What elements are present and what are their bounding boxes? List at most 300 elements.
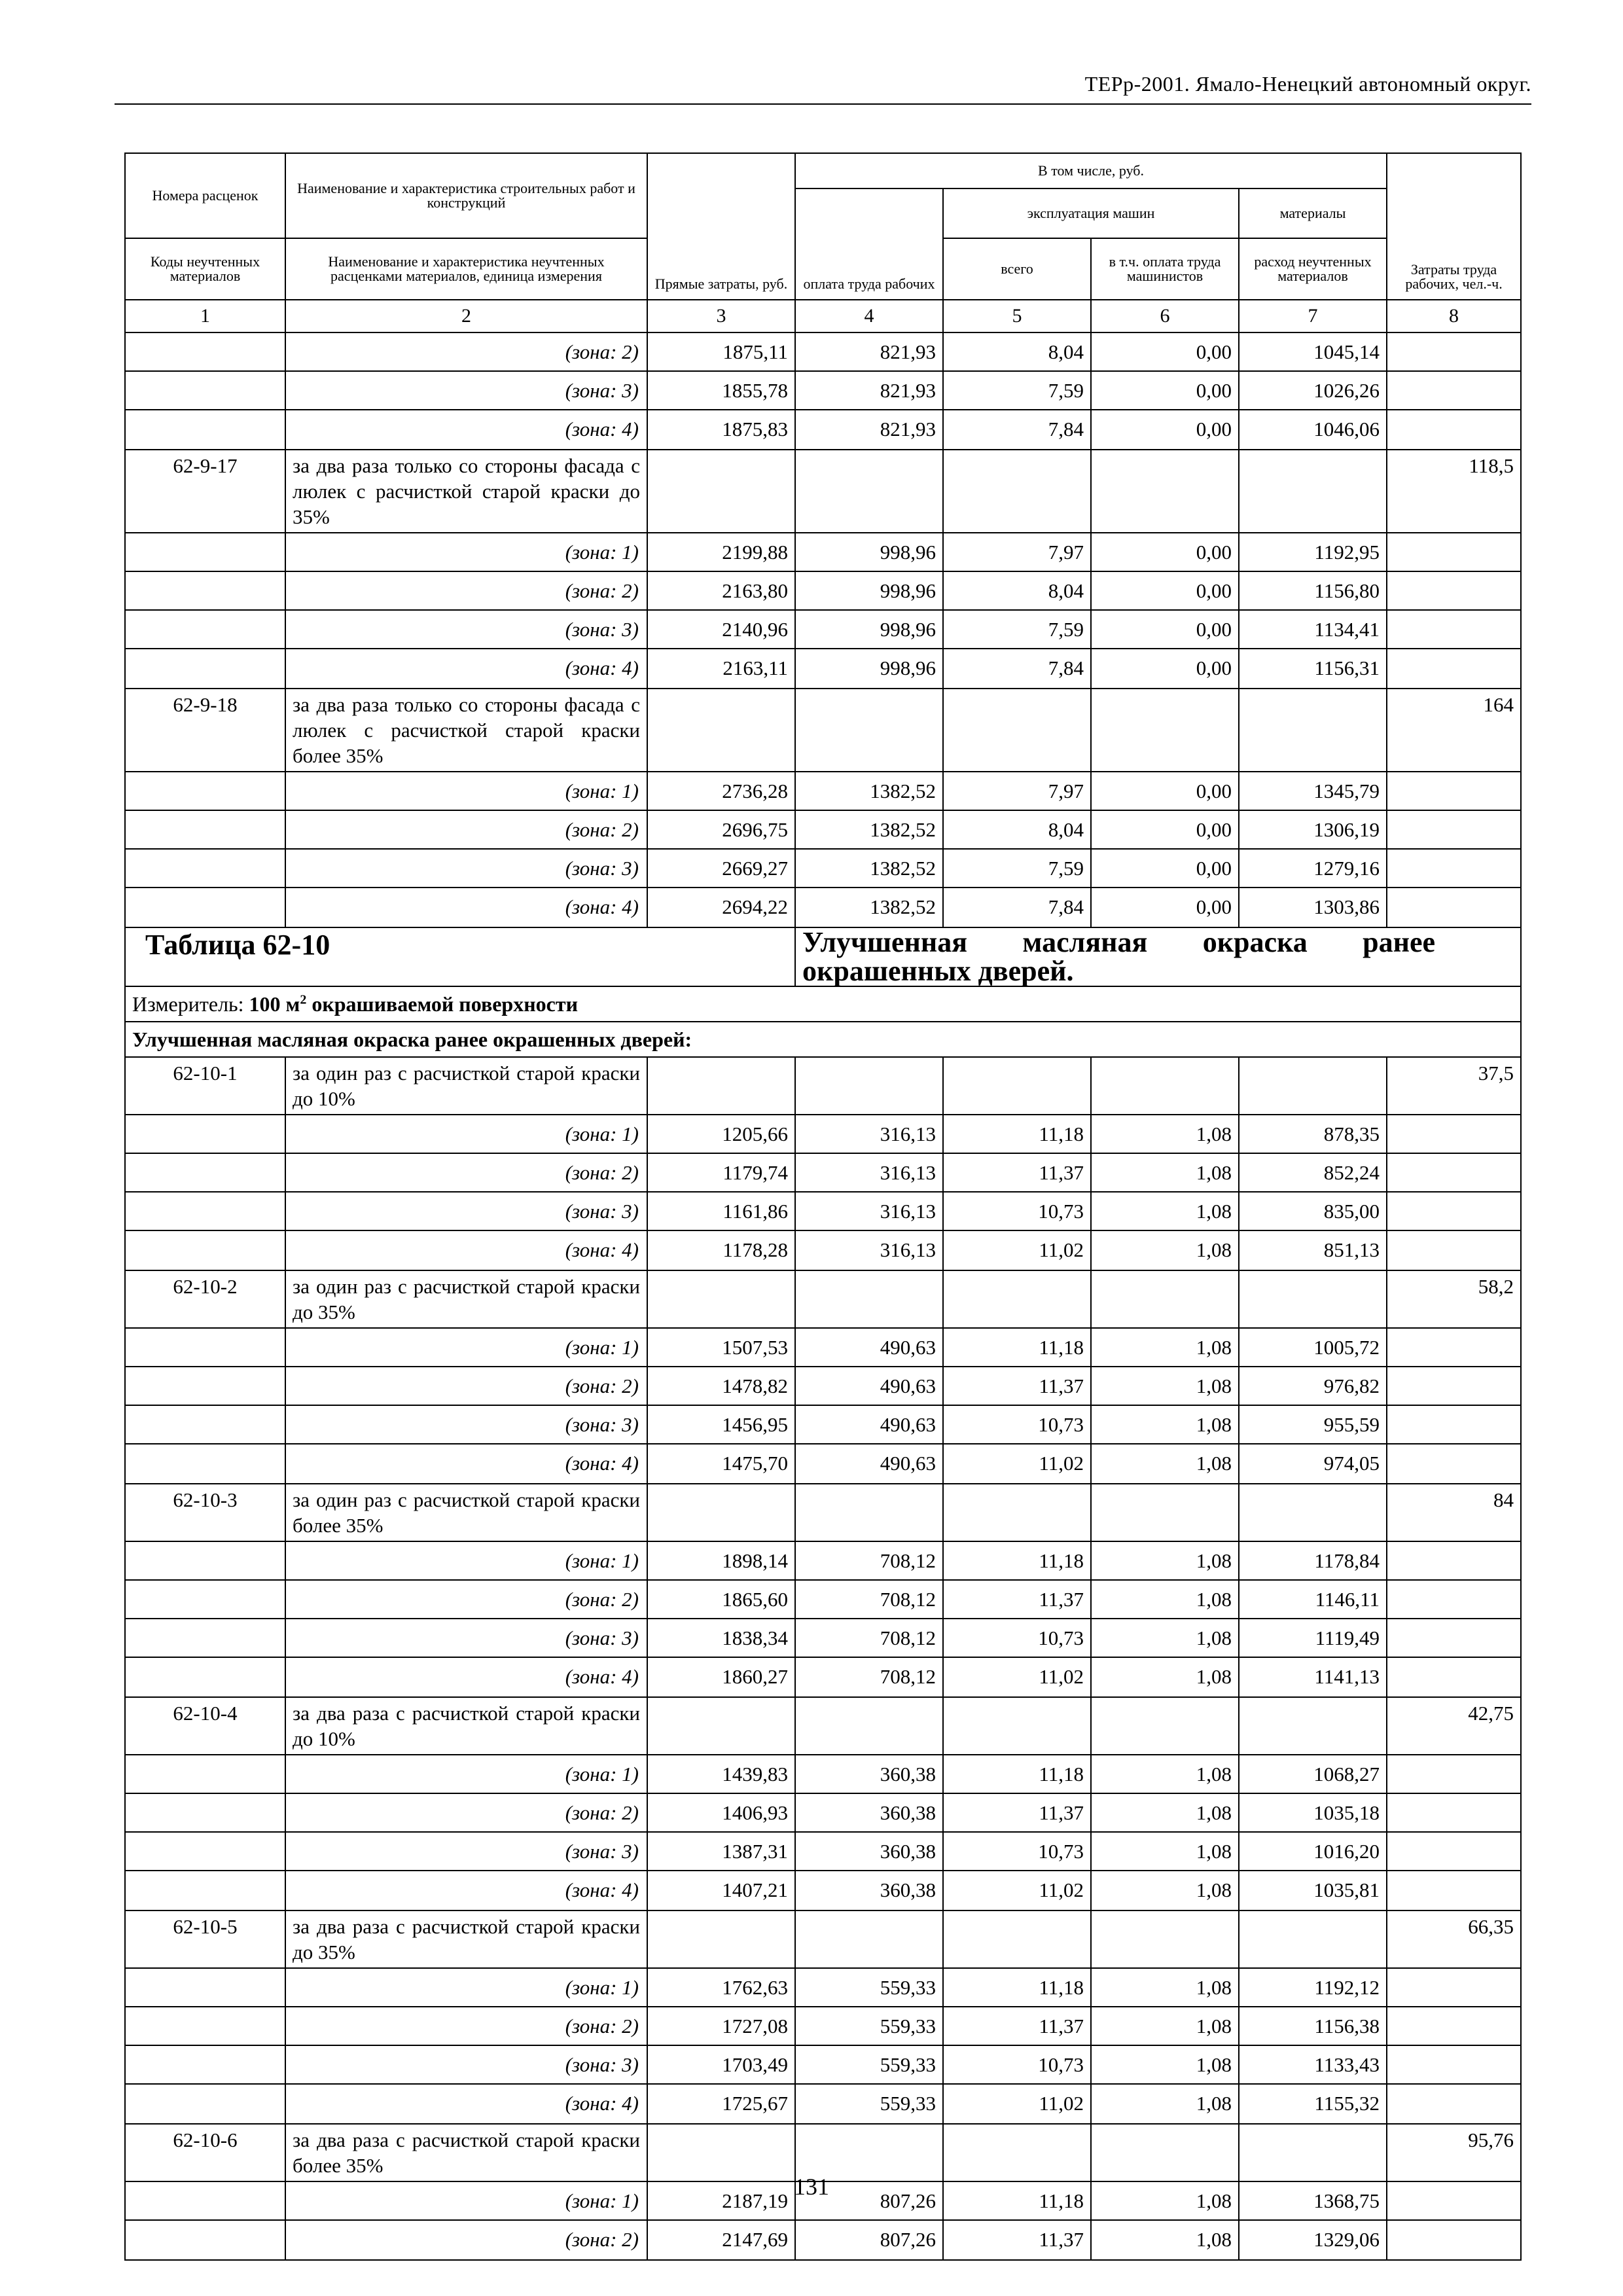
worker-wages: 1382,52 bbox=[795, 772, 943, 810]
machine-cost: 7,59 bbox=[943, 610, 1091, 649]
materials-cost: 1192,12 bbox=[1239, 1968, 1387, 2007]
operator-wages: 1,08 bbox=[1091, 1541, 1239, 1580]
empty-cell bbox=[1387, 1657, 1521, 1697]
direct-cost: 1860,27 bbox=[647, 1657, 795, 1697]
materials-cost: 835,00 bbox=[1239, 1192, 1387, 1230]
zone-label: (зона: 2) bbox=[285, 1580, 647, 1619]
empty-cell bbox=[125, 1230, 285, 1270]
empty-cell bbox=[125, 1192, 285, 1230]
materials-cost: 851,13 bbox=[1239, 1230, 1387, 1270]
rate-title-row bbox=[125, 1697, 1521, 1755]
zone-row bbox=[125, 571, 1521, 610]
worker-wages: 1382,52 bbox=[795, 849, 943, 888]
machine-cost: 10,73 bbox=[943, 1832, 1091, 1871]
header-col2-top: Наименование и характеристика строительных работ и конструкций bbox=[285, 153, 647, 238]
direct-cost: 1703,49 bbox=[647, 2045, 795, 2084]
worker-wages: 708,12 bbox=[795, 1657, 943, 1697]
empty-cell bbox=[647, 1270, 795, 1328]
machine-cost: 8,04 bbox=[943, 332, 1091, 371]
labor-cost: 84 bbox=[1387, 1484, 1521, 1541]
machine-cost: 10,73 bbox=[943, 1405, 1091, 1444]
empty-cell bbox=[1387, 1619, 1521, 1657]
empty-cell bbox=[1239, 450, 1387, 533]
header-col8: Затраты труда рабочих, чел.-ч. bbox=[1387, 153, 1521, 300]
empty-cell bbox=[1239, 1270, 1387, 1328]
empty-cell bbox=[943, 1910, 1091, 1968]
operator-wages: 0,00 bbox=[1091, 371, 1239, 410]
meter-line bbox=[125, 986, 1521, 1022]
meter-suffix: окрашиваемой поверхности bbox=[312, 992, 579, 1016]
operator-wages: 1,08 bbox=[1091, 1367, 1239, 1405]
header-col2-bottom: Наименование и характеристика неучтенных расценками материалов, единица измерения bbox=[285, 238, 647, 300]
operator-wages: 0,00 bbox=[1091, 649, 1239, 689]
zone-label: (зона: 4) bbox=[285, 1657, 647, 1697]
column-number: 1 bbox=[125, 300, 285, 332]
zone-label: (зона: 2) bbox=[285, 332, 647, 371]
machine-cost: 11,37 bbox=[943, 1367, 1091, 1405]
worker-wages: 316,13 bbox=[795, 1230, 943, 1270]
zone-row bbox=[125, 1871, 1521, 1910]
zone-label: (зона: 2) bbox=[285, 2007, 647, 2045]
zone-label: (зона: 2) bbox=[285, 2220, 647, 2260]
direct-cost: 1475,70 bbox=[647, 1444, 795, 1484]
empty-cell bbox=[125, 1871, 285, 1910]
zone-label: (зона: 1) bbox=[285, 2181, 647, 2220]
empty-cell bbox=[647, 1697, 795, 1755]
zone-label: (зона: 3) bbox=[285, 1405, 647, 1444]
materials-cost: 1306,19 bbox=[1239, 810, 1387, 849]
meter-unit-power: 2 bbox=[300, 992, 307, 1007]
empty-cell bbox=[1239, 1697, 1387, 1755]
rate-title-row bbox=[125, 1270, 1521, 1328]
empty-cell bbox=[1387, 571, 1521, 610]
operator-wages: 1,08 bbox=[1091, 2084, 1239, 2124]
zone-row bbox=[125, 1192, 1521, 1230]
machine-cost: 11,02 bbox=[943, 1444, 1091, 1484]
zone-label: (зона: 4) bbox=[285, 649, 647, 689]
zone-label: (зона: 2) bbox=[285, 571, 647, 610]
machine-cost: 11,02 bbox=[943, 1657, 1091, 1697]
table-62-10-heading bbox=[125, 927, 1521, 1057]
direct-cost: 1875,11 bbox=[647, 332, 795, 371]
materials-cost: 1016,20 bbox=[1239, 1832, 1387, 1871]
header-machines: эксплуатация машин bbox=[943, 188, 1239, 238]
empty-cell bbox=[1387, 1793, 1521, 1832]
empty-cell bbox=[795, 1057, 943, 1115]
empty-cell bbox=[1387, 2045, 1521, 2084]
zone-row bbox=[125, 849, 1521, 888]
rate-description: за два раза с расчисткой старой краски до 10% bbox=[285, 1697, 647, 1755]
empty-cell bbox=[943, 1270, 1091, 1328]
empty-cell bbox=[125, 2220, 285, 2260]
zone-label: (зона: 4) bbox=[285, 1871, 647, 1910]
operator-wages: 1,08 bbox=[1091, 1619, 1239, 1657]
empty-cell bbox=[1387, 1968, 1521, 2007]
header-col6: в т.ч. оплата труда машинистов bbox=[1091, 238, 1239, 300]
direct-cost: 1507,53 bbox=[647, 1328, 795, 1367]
machine-cost: 11,02 bbox=[943, 1230, 1091, 1270]
machine-cost: 7,97 bbox=[943, 772, 1091, 810]
worker-wages: 821,93 bbox=[795, 410, 943, 450]
machine-cost: 11,18 bbox=[943, 1755, 1091, 1793]
column-number: 2 bbox=[285, 300, 647, 332]
empty-cell bbox=[1387, 332, 1521, 371]
zone-label: (зона: 4) bbox=[285, 1444, 647, 1484]
header-materials: материалы bbox=[1239, 188, 1387, 238]
zone-row bbox=[125, 1153, 1521, 1192]
worker-wages: 708,12 bbox=[795, 1541, 943, 1580]
machine-cost: 7,59 bbox=[943, 371, 1091, 410]
empty-cell bbox=[1387, 772, 1521, 810]
empty-cell bbox=[1387, 1832, 1521, 1871]
worker-wages: 559,33 bbox=[795, 2007, 943, 2045]
zone-label: (зона: 3) bbox=[285, 1832, 647, 1871]
materials-cost: 1119,49 bbox=[1239, 1619, 1387, 1657]
meter-value: 100 м bbox=[249, 992, 300, 1016]
rate-code: 62-10-5 bbox=[125, 1910, 285, 1968]
zone-row bbox=[125, 533, 1521, 571]
empty-cell bbox=[647, 1057, 795, 1115]
empty-cell bbox=[943, 1484, 1091, 1541]
zone-row bbox=[125, 2007, 1521, 2045]
worker-wages: 490,63 bbox=[795, 1444, 943, 1484]
worker-wages: 1382,52 bbox=[795, 810, 943, 849]
direct-cost: 1179,74 bbox=[647, 1153, 795, 1192]
direct-cost: 1762,63 bbox=[647, 1968, 795, 2007]
empty-cell bbox=[1387, 2007, 1521, 2045]
empty-cell bbox=[125, 1580, 285, 1619]
materials-cost: 1156,31 bbox=[1239, 649, 1387, 689]
labor-cost: 118,5 bbox=[1387, 450, 1521, 533]
direct-cost: 1838,34 bbox=[647, 1619, 795, 1657]
zone-label: (зона: 1) bbox=[285, 1541, 647, 1580]
materials-cost: 1026,26 bbox=[1239, 371, 1387, 410]
rate-code: 62-10-4 bbox=[125, 1697, 285, 1755]
operator-wages: 1,08 bbox=[1091, 1871, 1239, 1910]
zone-row bbox=[125, 1367, 1521, 1405]
machine-cost: 11,18 bbox=[943, 1541, 1091, 1580]
meter-prefix: Измеритель: bbox=[132, 992, 244, 1016]
direct-cost: 2140,96 bbox=[647, 610, 795, 649]
direct-cost: 2147,69 bbox=[647, 2220, 795, 2260]
empty-cell bbox=[795, 1697, 943, 1755]
empty-cell bbox=[1239, 1484, 1387, 1541]
worker-wages: 360,38 bbox=[795, 1793, 943, 1832]
rate-title-row bbox=[125, 1484, 1521, 1541]
machine-cost: 8,04 bbox=[943, 571, 1091, 610]
operator-wages: 0,00 bbox=[1091, 571, 1239, 610]
empty-cell bbox=[1091, 1270, 1239, 1328]
labor-cost: 164 bbox=[1387, 689, 1521, 772]
empty-cell bbox=[125, 2084, 285, 2124]
zone-label: (зона: 3) bbox=[285, 1619, 647, 1657]
zone-row bbox=[125, 371, 1521, 410]
rate-code: 62-10-6 bbox=[125, 2124, 285, 2181]
zone-label: (зона: 4) bbox=[285, 410, 647, 450]
zone-row bbox=[125, 2045, 1521, 2084]
direct-cost: 1178,28 bbox=[647, 1230, 795, 1270]
rate-code: 62-9-17 bbox=[125, 450, 285, 533]
machine-cost: 11,37 bbox=[943, 1793, 1091, 1832]
empty-cell bbox=[1091, 450, 1239, 533]
zone-row bbox=[125, 332, 1521, 371]
rate-description: за два раза только со стороны фасада с люлек с расчисткой старой краски более 35% bbox=[285, 689, 647, 772]
materials-cost: 1155,32 bbox=[1239, 2084, 1387, 2124]
empty-cell bbox=[125, 1619, 285, 1657]
empty-cell bbox=[1091, 1484, 1239, 1541]
header-including: В том числе, руб. bbox=[795, 153, 1387, 188]
empty-cell bbox=[125, 533, 285, 571]
materials-cost: 1045,14 bbox=[1239, 332, 1387, 371]
direct-cost: 2669,27 bbox=[647, 849, 795, 888]
empty-cell bbox=[1387, 1153, 1521, 1192]
operator-wages: 0,00 bbox=[1091, 533, 1239, 571]
direct-cost: 1855,78 bbox=[647, 371, 795, 410]
rate-description: за два раза с расчисткой старой краски более 35% bbox=[285, 2124, 647, 2181]
zone-label: (зона: 3) bbox=[285, 610, 647, 649]
machine-cost: 11,18 bbox=[943, 1968, 1091, 2007]
header-col7: расход неучтенных материалов bbox=[1239, 238, 1387, 300]
worker-wages: 490,63 bbox=[795, 1367, 943, 1405]
empty-cell bbox=[795, 1270, 943, 1328]
operator-wages: 1,08 bbox=[1091, 1328, 1239, 1367]
worker-wages: 360,38 bbox=[795, 1832, 943, 1871]
direct-cost: 1406,93 bbox=[647, 1793, 795, 1832]
empty-cell bbox=[1091, 689, 1239, 772]
column-number: 5 bbox=[943, 300, 1091, 332]
direct-cost: 1865,60 bbox=[647, 1580, 795, 1619]
empty-cell bbox=[1239, 1057, 1387, 1115]
materials-cost: 1005,72 bbox=[1239, 1328, 1387, 1367]
empty-cell bbox=[125, 810, 285, 849]
materials-cost: 1046,06 bbox=[1239, 410, 1387, 450]
labor-cost: 42,75 bbox=[1387, 1697, 1521, 1755]
zone-row bbox=[125, 649, 1521, 689]
labor-cost: 95,76 bbox=[1387, 2124, 1521, 2181]
empty-cell bbox=[943, 689, 1091, 772]
rate-description: за два раза только со стороны фасада с люлек с расчисткой старой краски до 35% bbox=[285, 450, 647, 533]
rate-description: за один раз с расчисткой старой краски до 10% bbox=[285, 1057, 647, 1115]
materials-cost: 1178,84 bbox=[1239, 1541, 1387, 1580]
empty-cell bbox=[1387, 610, 1521, 649]
empty-cell bbox=[1387, 371, 1521, 410]
worker-wages: 490,63 bbox=[795, 1405, 943, 1444]
worker-wages: 316,13 bbox=[795, 1115, 943, 1153]
materials-cost: 955,59 bbox=[1239, 1405, 1387, 1444]
materials-cost: 976,82 bbox=[1239, 1367, 1387, 1405]
direct-cost: 2187,19 bbox=[647, 2181, 795, 2220]
worker-wages: 998,96 bbox=[795, 610, 943, 649]
empty-cell bbox=[1239, 1910, 1387, 1968]
header-col5: всего bbox=[943, 238, 1091, 300]
column-number: 3 bbox=[647, 300, 795, 332]
machine-cost: 10,73 bbox=[943, 1192, 1091, 1230]
machine-cost: 11,18 bbox=[943, 1115, 1091, 1153]
empty-cell bbox=[647, 1910, 795, 1968]
column-number: 6 bbox=[1091, 300, 1239, 332]
machine-cost: 10,73 bbox=[943, 1619, 1091, 1657]
zone-label: (зона: 1) bbox=[285, 1968, 647, 2007]
materials-cost: 1035,81 bbox=[1239, 1871, 1387, 1910]
worker-wages: 316,13 bbox=[795, 1153, 943, 1192]
operator-wages: 1,08 bbox=[1091, 1192, 1239, 1230]
empty-cell bbox=[125, 1444, 285, 1484]
empty-cell bbox=[1387, 1328, 1521, 1367]
worker-wages: 559,33 bbox=[795, 2084, 943, 2124]
empty-cell bbox=[1387, 533, 1521, 571]
materials-cost: 1192,95 bbox=[1239, 533, 1387, 571]
zone-label: (зона: 4) bbox=[285, 1230, 647, 1270]
machine-cost: 11,37 bbox=[943, 1153, 1091, 1192]
empty-cell bbox=[125, 571, 285, 610]
operator-wages: 1,08 bbox=[1091, 1968, 1239, 2007]
empty-cell bbox=[1387, 1230, 1521, 1270]
direct-cost: 1875,83 bbox=[647, 410, 795, 450]
zone-row bbox=[125, 1541, 1521, 1580]
table-title: Улучшенная масляная окраска ранее окрашенных дверей. bbox=[795, 927, 1521, 986]
machine-cost: 7,84 bbox=[943, 888, 1091, 927]
empty-cell bbox=[795, 450, 943, 533]
direct-cost: 1205,66 bbox=[647, 1115, 795, 1153]
worker-wages: 360,38 bbox=[795, 1871, 943, 1910]
zone-label: (зона: 4) bbox=[285, 888, 647, 927]
empty-cell bbox=[1387, 888, 1521, 927]
column-number: 7 bbox=[1239, 300, 1387, 332]
empty-cell bbox=[125, 2007, 285, 2045]
operator-wages: 1,08 bbox=[1091, 1832, 1239, 1871]
zone-label: (зона: 1) bbox=[285, 1328, 647, 1367]
worker-wages: 708,12 bbox=[795, 1580, 943, 1619]
zone-row bbox=[125, 610, 1521, 649]
empty-cell bbox=[1239, 689, 1387, 772]
operator-wages: 0,00 bbox=[1091, 610, 1239, 649]
operator-wages: 1,08 bbox=[1091, 2220, 1239, 2260]
materials-cost: 1156,38 bbox=[1239, 2007, 1387, 2045]
column-number: 8 bbox=[1387, 300, 1521, 332]
zone-label: (зона: 3) bbox=[285, 371, 647, 410]
materials-cost: 1134,41 bbox=[1239, 610, 1387, 649]
machine-cost: 7,84 bbox=[943, 649, 1091, 689]
zone-row bbox=[125, 810, 1521, 849]
operator-wages: 0,00 bbox=[1091, 888, 1239, 927]
empty-cell bbox=[1387, 1755, 1521, 1793]
empty-cell bbox=[1387, 2220, 1521, 2260]
rate-code: 62-10-2 bbox=[125, 1270, 285, 1328]
operator-wages: 1,08 bbox=[1091, 1793, 1239, 1832]
direct-cost: 2163,11 bbox=[647, 649, 795, 689]
table-body-62-9 bbox=[125, 332, 1521, 927]
zone-row bbox=[125, 1619, 1521, 1657]
operator-wages: 1,08 bbox=[1091, 2007, 1239, 2045]
empty-cell bbox=[1387, 1367, 1521, 1405]
direct-cost: 2736,28 bbox=[647, 772, 795, 810]
direct-cost: 2694,22 bbox=[647, 888, 795, 927]
zone-label: (зона: 2) bbox=[285, 1153, 647, 1192]
direct-cost: 1387,31 bbox=[647, 1832, 795, 1871]
empty-cell bbox=[125, 1832, 285, 1871]
materials-cost: 1279,16 bbox=[1239, 849, 1387, 888]
rate-description: за один раз с расчисткой старой краски до 35% bbox=[285, 1270, 647, 1328]
worker-wages: 708,12 bbox=[795, 1619, 943, 1657]
labor-cost: 66,35 bbox=[1387, 1910, 1521, 1968]
machine-cost: 11,37 bbox=[943, 1580, 1091, 1619]
rate-title-row bbox=[125, 450, 1521, 533]
direct-cost: 1456,95 bbox=[647, 1405, 795, 1444]
worker-wages: 807,26 bbox=[795, 2181, 943, 2220]
operator-wages: 1,08 bbox=[1091, 1115, 1239, 1153]
zone-label: (зона: 1) bbox=[285, 1755, 647, 1793]
empty-cell bbox=[125, 1541, 285, 1580]
rate-code: 62-10-3 bbox=[125, 1484, 285, 1541]
materials-cost: 974,05 bbox=[1239, 1444, 1387, 1484]
zone-row bbox=[125, 1580, 1521, 1619]
machine-cost: 11,02 bbox=[943, 2084, 1091, 2124]
zone-label: (зона: 1) bbox=[285, 1115, 647, 1153]
zone-row bbox=[125, 772, 1521, 810]
zone-label: (зона: 4) bbox=[285, 2084, 647, 2124]
rate-title-row bbox=[125, 1057, 1521, 1115]
direct-cost: 1725,67 bbox=[647, 2084, 795, 2124]
materials-cost: 1035,18 bbox=[1239, 1793, 1387, 1832]
machine-cost: 11,37 bbox=[943, 2220, 1091, 2260]
materials-cost: 1345,79 bbox=[1239, 772, 1387, 810]
materials-cost: 1368,75 bbox=[1239, 2181, 1387, 2220]
zone-row bbox=[125, 1115, 1521, 1153]
empty-cell bbox=[1091, 1057, 1239, 1115]
empty-cell bbox=[125, 888, 285, 927]
rate-title-row bbox=[125, 689, 1521, 772]
machine-cost: 10,73 bbox=[943, 2045, 1091, 2084]
empty-cell bbox=[125, 1328, 285, 1367]
rate-description: за один раз с расчисткой старой краски более 35% bbox=[285, 1484, 647, 1541]
empty-cell bbox=[125, 1115, 285, 1153]
empty-cell bbox=[125, 1755, 285, 1793]
operator-wages: 1,08 bbox=[1091, 2181, 1239, 2220]
empty-cell bbox=[1387, 1405, 1521, 1444]
empty-cell bbox=[125, 1153, 285, 1192]
empty-cell bbox=[125, 1367, 285, 1405]
materials-cost: 878,35 bbox=[1239, 1115, 1387, 1153]
direct-cost: 2696,75 bbox=[647, 810, 795, 849]
operator-wages: 0,00 bbox=[1091, 772, 1239, 810]
direct-cost: 1407,21 bbox=[647, 1871, 795, 1910]
header-col1-bottom: Коды неучтенных материалов bbox=[125, 238, 285, 300]
empty-cell bbox=[125, 371, 285, 410]
zone-row bbox=[125, 1405, 1521, 1444]
direct-cost: 1898,14 bbox=[647, 1541, 795, 1580]
header-col3: Прямые затраты, руб. bbox=[647, 153, 795, 300]
rate-code: 62-10-1 bbox=[125, 1057, 285, 1115]
zone-row bbox=[125, 1657, 1521, 1697]
empty-cell bbox=[125, 1968, 285, 2007]
machine-cost: 11,37 bbox=[943, 2007, 1091, 2045]
empty-cell bbox=[1091, 1910, 1239, 1968]
operator-wages: 0,00 bbox=[1091, 332, 1239, 371]
zone-row bbox=[125, 2220, 1521, 2260]
materials-cost: 1068,27 bbox=[1239, 1755, 1387, 1793]
empty-cell bbox=[795, 1484, 943, 1541]
header-col1-top: Номера расценок bbox=[125, 153, 285, 238]
zone-row bbox=[125, 1968, 1521, 2007]
worker-wages: 360,38 bbox=[795, 1755, 943, 1793]
running-header: ТЕРр-2001. Ямало-Ненецкий автономный округ. bbox=[1084, 72, 1531, 96]
empty-cell bbox=[943, 450, 1091, 533]
machine-cost: 11,18 bbox=[943, 2181, 1091, 2220]
operator-wages: 1,08 bbox=[1091, 1230, 1239, 1270]
labor-cost: 37,5 bbox=[1387, 1057, 1521, 1115]
operator-wages: 1,08 bbox=[1091, 1444, 1239, 1484]
empty-cell bbox=[1387, 1192, 1521, 1230]
